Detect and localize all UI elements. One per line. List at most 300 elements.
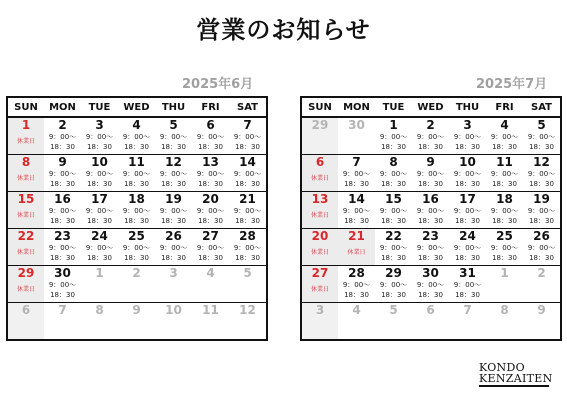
opening-time: 9：00～ (85, 133, 114, 141)
closing-time: 18：30 (529, 180, 554, 188)
day-cell (375, 117, 412, 155)
day-cell (192, 229, 229, 266)
day-cell (44, 303, 81, 341)
day-cell (375, 155, 412, 192)
closing-time: 18：30 (455, 217, 480, 225)
day-cell (44, 192, 81, 229)
opening-time: 9：00～ (527, 170, 556, 178)
day-number: 29 (17, 266, 35, 280)
day-number: 12 (239, 303, 256, 317)
day-number: 27 (202, 229, 219, 243)
day-number: 9 (58, 155, 67, 169)
day-number: 7 (352, 155, 361, 169)
opening-time: 9：00～ (85, 207, 114, 215)
closing-time: 18：30 (87, 143, 112, 151)
day-number: 29 (311, 118, 329, 132)
closing-time: 18：30 (381, 254, 406, 262)
opening-time: 9：00～ (416, 281, 445, 289)
closing-time: 18：30 (198, 217, 223, 225)
day-number: 14 (348, 192, 365, 206)
day-cell (486, 303, 523, 341)
day-number: 23 (54, 229, 71, 243)
closing-time: 18：30 (161, 143, 186, 151)
day-cell (118, 192, 155, 229)
day-number: 18 (128, 192, 145, 206)
closing-time: 18：30 (235, 180, 260, 188)
day-number: 16 (422, 192, 439, 206)
closed-day-label: 休業日 (16, 212, 35, 219)
opening-time: 9：00～ (122, 244, 151, 252)
closing-time: 18：30 (492, 143, 517, 151)
opening-time: 9：00～ (48, 207, 77, 215)
weekday-label: SUN (301, 97, 338, 117)
week-row (7, 229, 267, 266)
closed-day-label: 休業日 (16, 138, 35, 145)
day-number: 2 (132, 266, 141, 280)
calendar-june (6, 96, 268, 341)
opening-time: 9：00～ (85, 244, 114, 252)
day-number: 1 (389, 118, 398, 132)
closing-time: 18：30 (50, 180, 75, 188)
weekday-label: TUE (375, 97, 412, 117)
day-number: 15 (385, 192, 402, 206)
day-number: 2 (426, 118, 435, 132)
day-number: 15 (17, 192, 35, 206)
day-number: 9 (537, 303, 546, 317)
day-cell (338, 266, 375, 303)
closing-time: 18：30 (381, 180, 406, 188)
opening-time: 9：00～ (379, 244, 408, 252)
closing-time: 18：30 (344, 291, 369, 299)
day-cell (412, 155, 449, 192)
day-number: 11 (496, 155, 513, 169)
opening-time: 9：00～ (233, 244, 262, 252)
closed-day-label: 休業日 (16, 249, 35, 256)
day-number: 28 (239, 229, 256, 243)
closing-time: 18：30 (161, 217, 186, 225)
weekday-label: TUE (81, 97, 118, 117)
day-cell (229, 155, 267, 192)
opening-time: 9：00～ (416, 133, 445, 141)
closing-time: 18：30 (381, 291, 406, 299)
company-logo (479, 362, 551, 387)
opening-time: 9：00～ (527, 244, 556, 252)
day-cell (449, 192, 486, 229)
closing-time: 18：30 (529, 254, 554, 262)
opening-time: 9：00～ (416, 207, 445, 215)
day-cell (44, 266, 81, 303)
closing-time: 18：30 (455, 143, 480, 151)
closing-time: 18：30 (124, 217, 149, 225)
day-cell (338, 155, 375, 192)
day-cell (44, 155, 81, 192)
closed-day-label: 休業日 (16, 175, 35, 182)
closing-time: 18：30 (455, 254, 480, 262)
day-number: 19 (165, 192, 182, 206)
day-number: 30 (348, 118, 365, 132)
closing-time: 18：30 (50, 143, 75, 151)
day-cell (81, 117, 118, 155)
closing-time: 18：30 (50, 291, 75, 299)
day-cell (7, 117, 44, 155)
day-number: 8 (389, 155, 398, 169)
closing-time: 18：30 (455, 291, 480, 299)
day-cell (486, 117, 523, 155)
day-cell (486, 192, 523, 229)
closing-time: 18：30 (529, 143, 554, 151)
day-cell (301, 303, 338, 341)
opening-time: 9：00～ (453, 244, 482, 252)
day-cell (155, 303, 192, 341)
closing-time: 18：30 (418, 291, 443, 299)
day-cell (229, 117, 267, 155)
day-number: 3 (463, 118, 472, 132)
closing-time: 18：30 (418, 180, 443, 188)
opening-time: 9：00～ (233, 133, 262, 141)
opening-time: 9：00～ (48, 170, 77, 178)
opening-time: 9：00～ (379, 133, 408, 141)
day-cell (229, 266, 267, 303)
closing-time: 18：30 (529, 217, 554, 225)
opening-time: 9：00～ (233, 207, 262, 215)
weekday-label: WED (412, 97, 449, 117)
day-number: 22 (17, 229, 35, 243)
day-cell (449, 303, 486, 341)
day-number: 31 (459, 266, 476, 280)
month-label-june: 2025年6月 (182, 77, 254, 92)
day-number: 9 (132, 303, 141, 317)
day-number: 23 (422, 229, 439, 243)
day-number: 8 (21, 155, 31, 169)
day-cell (412, 229, 449, 266)
closing-time: 18：30 (455, 180, 480, 188)
week-row (7, 117, 267, 155)
day-cell (301, 155, 338, 192)
closing-time: 18：30 (381, 143, 406, 151)
day-cell (81, 229, 118, 266)
day-number: 5 (537, 118, 546, 132)
day-number: 9 (426, 155, 435, 169)
day-cell (486, 155, 523, 192)
closing-time: 18：30 (87, 254, 112, 262)
day-cell (155, 266, 192, 303)
day-number: 13 (202, 155, 219, 169)
day-cell (155, 229, 192, 266)
day-cell (44, 229, 81, 266)
day-number: 25 (496, 229, 513, 243)
closed-day-label: 休業日 (310, 249, 329, 256)
closed-day-label: 休業日 (310, 286, 329, 293)
day-number: 6 (206, 118, 215, 132)
day-number: 6 (21, 303, 31, 317)
closed-day-label: 休業日 (310, 175, 329, 182)
opening-time: 9：00～ (416, 244, 445, 252)
day-number: 3 (169, 266, 178, 280)
day-cell (523, 117, 561, 155)
day-cell (118, 155, 155, 192)
day-cell (118, 266, 155, 303)
closing-time: 18：30 (418, 217, 443, 225)
day-cell (155, 117, 192, 155)
day-number: 10 (91, 155, 108, 169)
opening-time: 9：00～ (196, 133, 225, 141)
weekday-header (7, 97, 267, 117)
week-row (301, 266, 561, 303)
day-number: 16 (54, 192, 71, 206)
day-cell (301, 229, 338, 266)
day-cell (192, 192, 229, 229)
day-number: 8 (95, 303, 104, 317)
day-cell (301, 192, 338, 229)
closing-time: 18：30 (50, 217, 75, 225)
closing-time: 18：30 (235, 217, 260, 225)
week-row (301, 229, 561, 266)
day-number: 10 (459, 155, 476, 169)
week-row (301, 155, 561, 192)
day-number: 1 (21, 118, 31, 132)
day-number: 6 (315, 155, 325, 169)
weekday-label: MON (338, 97, 375, 117)
week-row (7, 266, 267, 303)
day-cell (375, 229, 412, 266)
day-number: 12 (165, 155, 182, 169)
logo-line1: KONDO (479, 361, 525, 374)
opening-time: 9：00～ (122, 207, 151, 215)
week-row (7, 192, 267, 229)
day-cell (523, 266, 561, 303)
closing-time: 18：30 (235, 254, 260, 262)
day-number: 1 (95, 266, 104, 280)
opening-time: 9：00～ (48, 133, 77, 141)
opening-time: 9：00～ (122, 170, 151, 178)
day-number: 28 (348, 266, 365, 280)
opening-time: 9：00～ (342, 281, 371, 289)
day-number: 24 (91, 229, 108, 243)
day-cell (338, 117, 375, 155)
day-cell (44, 117, 81, 155)
day-cell (412, 266, 449, 303)
weekday-header (301, 97, 561, 117)
opening-time: 9：00～ (48, 281, 77, 289)
day-cell (412, 192, 449, 229)
closing-time: 18：30 (198, 143, 223, 151)
opening-time: 9：00～ (527, 133, 556, 141)
day-cell (449, 155, 486, 192)
month-label-july: 2025年7月 (476, 77, 548, 92)
day-cell (375, 192, 412, 229)
week-row (301, 303, 561, 341)
closing-time: 18：30 (344, 180, 369, 188)
opening-time: 9：00～ (48, 244, 77, 252)
day-cell (412, 117, 449, 155)
closing-time: 18：30 (381, 217, 406, 225)
day-cell (301, 266, 338, 303)
day-cell (118, 303, 155, 341)
opening-time: 9：00～ (233, 170, 262, 178)
page-title: 営業のお知らせ (196, 16, 371, 44)
day-cell (229, 192, 267, 229)
week-row (7, 303, 267, 341)
day-cell (7, 229, 44, 266)
opening-time: 9：00～ (379, 170, 408, 178)
weekday-label: FRI (192, 97, 229, 117)
day-cell (486, 266, 523, 303)
opening-time: 9：00～ (490, 133, 519, 141)
logo-underline (479, 385, 549, 387)
closing-time: 18：30 (198, 254, 223, 262)
closing-time: 18：30 (124, 254, 149, 262)
opening-time: 9：00～ (453, 133, 482, 141)
day-cell (192, 303, 229, 341)
closing-time: 18：30 (50, 254, 75, 262)
day-cell (81, 192, 118, 229)
day-number: 14 (239, 155, 256, 169)
opening-time: 9：00～ (342, 170, 371, 178)
day-cell (7, 155, 44, 192)
day-cell (375, 303, 412, 341)
week-row (7, 155, 267, 192)
day-cell (412, 303, 449, 341)
closing-time: 18：30 (161, 180, 186, 188)
opening-time: 9：00～ (196, 207, 225, 215)
day-cell (301, 117, 338, 155)
day-cell (523, 192, 561, 229)
day-number: 30 (54, 266, 71, 280)
day-cell (523, 229, 561, 266)
day-number: 2 (58, 118, 67, 132)
day-number: 19 (533, 192, 550, 206)
closing-time: 18：30 (235, 143, 260, 151)
day-cell (192, 117, 229, 155)
day-number: 12 (533, 155, 550, 169)
day-number: 24 (459, 229, 476, 243)
opening-time: 9：00～ (159, 244, 188, 252)
opening-time: 9：00～ (453, 281, 482, 289)
weekday-label: THU (449, 97, 486, 117)
day-cell (338, 192, 375, 229)
day-number: 26 (165, 229, 182, 243)
day-cell (338, 303, 375, 341)
closing-time: 18：30 (418, 143, 443, 151)
day-number: 1 (500, 266, 509, 280)
weekday-label: FRI (486, 97, 523, 117)
day-number: 3 (315, 303, 325, 317)
calendar-july (300, 96, 562, 341)
day-number: 22 (385, 229, 402, 243)
day-number: 18 (496, 192, 513, 206)
day-cell (155, 155, 192, 192)
closing-time: 18：30 (418, 254, 443, 262)
opening-time: 9：00～ (490, 207, 519, 215)
week-row (301, 117, 561, 155)
day-number: 21 (348, 229, 365, 243)
day-cell (155, 192, 192, 229)
day-number: 4 (206, 266, 215, 280)
day-number: 21 (239, 192, 256, 206)
day-number: 17 (91, 192, 108, 206)
weekday-label: SAT (523, 97, 561, 117)
day-number: 5 (243, 266, 252, 280)
opening-time: 9：00～ (527, 207, 556, 215)
day-number: 13 (311, 192, 329, 206)
day-cell (375, 266, 412, 303)
weekday-label: THU (155, 97, 192, 117)
closing-time: 18：30 (87, 217, 112, 225)
day-cell (7, 266, 44, 303)
day-cell (229, 229, 267, 266)
day-number: 5 (389, 303, 398, 317)
day-number: 7 (58, 303, 67, 317)
weekday-label: SUN (7, 97, 44, 117)
day-number: 26 (533, 229, 550, 243)
closing-time: 18：30 (492, 217, 517, 225)
closing-time: 18：30 (161, 254, 186, 262)
week-row (301, 192, 561, 229)
day-cell (7, 303, 44, 341)
opening-time: 9：00～ (196, 170, 225, 178)
closing-time: 18：30 (87, 180, 112, 188)
day-cell (81, 155, 118, 192)
day-number: 20 (202, 192, 219, 206)
day-number: 2 (537, 266, 546, 280)
day-number: 5 (169, 118, 178, 132)
day-number: 8 (500, 303, 509, 317)
weekday-label: SAT (229, 97, 267, 117)
opening-time: 9：00～ (122, 133, 151, 141)
closing-time: 18：30 (198, 180, 223, 188)
day-cell (7, 192, 44, 229)
closing-time: 18：30 (344, 217, 369, 225)
weekday-label: WED (118, 97, 155, 117)
day-number: 4 (352, 303, 361, 317)
weekday-label: MON (44, 97, 81, 117)
opening-time: 9：00～ (159, 133, 188, 141)
opening-time: 9：00～ (159, 170, 188, 178)
opening-time: 9：00～ (453, 207, 482, 215)
opening-time: 9：00～ (196, 244, 225, 252)
day-number: 11 (202, 303, 219, 317)
day-cell (118, 117, 155, 155)
opening-time: 9：00～ (379, 281, 408, 289)
day-number: 4 (500, 118, 509, 132)
day-number: 11 (128, 155, 145, 169)
day-cell (449, 117, 486, 155)
day-number: 6 (426, 303, 435, 317)
day-cell (523, 155, 561, 192)
closing-time: 18：30 (124, 143, 149, 151)
opening-time: 9：00～ (416, 170, 445, 178)
opening-time: 9：00～ (490, 170, 519, 178)
day-cell (523, 303, 561, 341)
day-number: 4 (132, 118, 141, 132)
day-number: 25 (128, 229, 145, 243)
day-number: 7 (243, 118, 252, 132)
closed-day-label: 休業日 (347, 249, 366, 256)
day-cell (81, 266, 118, 303)
closing-time: 18：30 (492, 180, 517, 188)
closed-day-label: 休業日 (310, 212, 329, 219)
day-cell (192, 155, 229, 192)
day-cell (338, 229, 375, 266)
day-cell (118, 229, 155, 266)
opening-time: 9：00～ (159, 207, 188, 215)
opening-time: 9：00～ (342, 207, 371, 215)
day-number: 20 (311, 229, 329, 243)
day-number: 27 (311, 266, 329, 280)
day-cell (449, 229, 486, 266)
day-cell (449, 266, 486, 303)
opening-time: 9：00～ (490, 244, 519, 252)
